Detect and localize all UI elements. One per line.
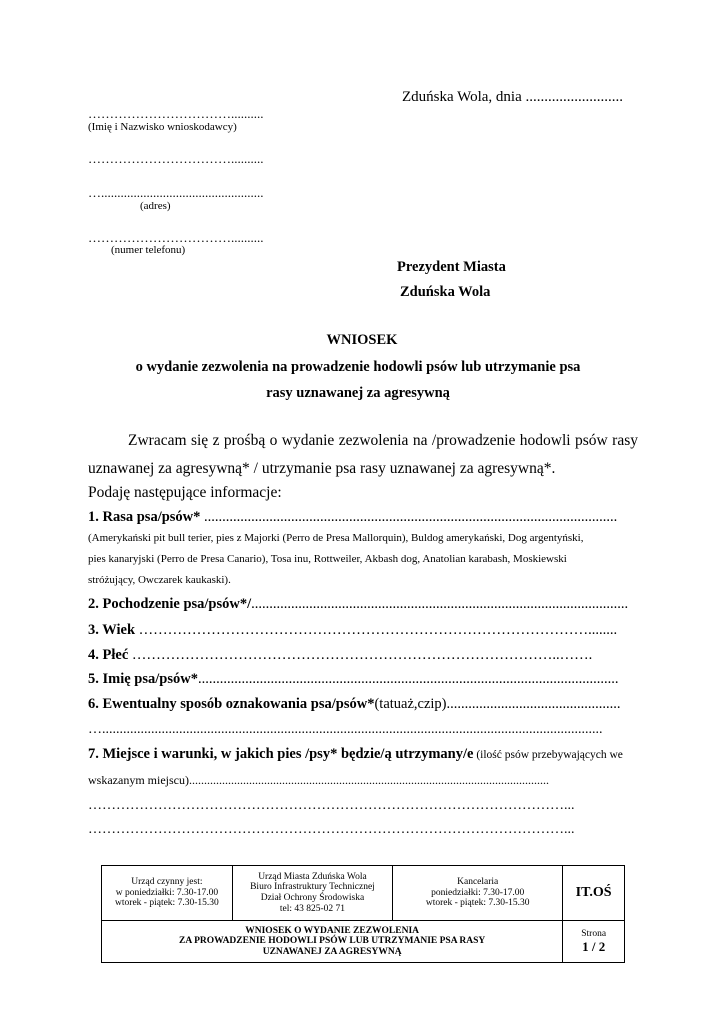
footer-code: IT.OŚ xyxy=(563,866,625,921)
field-dog-name xyxy=(88,671,618,688)
footer-document-title xyxy=(102,921,563,963)
field-breed-label: 1. Rasa psa/psów* xyxy=(88,509,201,525)
field-breed-dots: .................................................................................................................. xyxy=(200,509,618,525)
field-origin xyxy=(88,596,628,613)
footer-chancellery-tue-fri: wtorek - piątek: 7.30-15.30 xyxy=(425,898,530,909)
field-conditions-line-2 xyxy=(88,773,549,788)
breed-note-line-1: (Amerykański pit bull terier, pies z Majorki (Perro de Presa Mallorquin), Buldog amerykański, Dog argentyński, xyxy=(88,532,584,544)
applicant-address-label: (adres) xyxy=(140,200,171,212)
footer-office-department: Dział Ochrony Środowiska xyxy=(260,893,365,903)
field-conditions-line-4: …………………………………………………………………………………………... xyxy=(88,822,575,837)
field-marking-dots: ................................................ xyxy=(446,696,621,712)
field-conditions-line-3: …………………………………………………………………………………………... xyxy=(88,798,575,813)
applicant-phone-line: …………………………….......... xyxy=(88,230,264,245)
footer-office-bureau: Biuro Infrastruktury Technicznej xyxy=(250,882,375,893)
field-marking-label: 6. Ewentualny sposób oznakowania psa/psów* xyxy=(88,696,375,712)
footer-page-label: Strona xyxy=(581,928,607,939)
footer-hours-tue-fri: wtorek - piątek: 7.30-15.30 xyxy=(115,898,219,909)
place-date: Zduńska Wola, dnia .......................... xyxy=(402,89,623,105)
field-conditions xyxy=(88,746,623,763)
document-subtitle-1: o wydanie zezwolenia na prowadzenie hodowli psów lub utrzymanie psa xyxy=(135,359,581,375)
field-conditions-extra: (ilość psów przebywających we xyxy=(473,749,623,761)
field-origin-label: 2. Pochodzenie psa/psów*/ xyxy=(88,596,252,612)
footer-chancellery-mon: poniedziałki: 7.30-17.00 xyxy=(431,887,525,898)
field-conditions-line-2-dots: ........................................................................................................................ xyxy=(188,773,549,787)
intro-line-1: Zwracam się z prośbą o wydanie zezwolenia na /prowadzenie hodowli psów rasy xyxy=(128,432,638,449)
field-marking-continuation: …............................................................................................................................................... xyxy=(88,722,603,737)
applicant-phone-label: (numer telefonu) xyxy=(111,244,186,256)
footer-table xyxy=(101,865,625,963)
field-sex-label: 4. Płeć xyxy=(88,647,129,663)
footer-chancellery-title: Kancelaria xyxy=(457,877,499,888)
field-marking-extra: (tatuaż,czip) xyxy=(374,696,447,712)
intro-line-3: Podaję następujące informacje: xyxy=(88,484,282,501)
intro-line-2: uznawanej za agresywną* / utrzymanie psa rasy uznawanej za agresywną*. xyxy=(88,460,556,477)
field-conditions-line-2-text: wskazanym miejscu) xyxy=(88,773,189,787)
field-age-dots: …………………………………………………………………………………........ xyxy=(135,622,618,638)
footer-page xyxy=(563,921,625,963)
document-subtitle-2: rasy uznawanej za agresywną xyxy=(266,385,450,401)
field-age-label: 3. Wiek xyxy=(88,622,136,638)
field-dog-name-dots: .................................................................................................................... xyxy=(197,671,619,687)
field-marking xyxy=(88,696,621,713)
footer-doc-title-line-3: UZNAWANEJ ZA AGRESYWNĄ xyxy=(262,946,402,957)
recipient-line-1: Prezydent Miasta xyxy=(397,259,506,275)
footer-doc-title-line-2: ZA PROWADZENIE HODOWLI PSÓW LUB UTRZYMANIE PSA RASY xyxy=(179,936,486,947)
document-title: WNIOSEK xyxy=(326,332,398,348)
field-conditions-label: 7. Miejsce i warunki, w jakich pies /psy* będzie/ą utrzymany/e xyxy=(88,746,474,762)
recipient-line-2: Zduńska Wola xyxy=(400,284,491,300)
footer-office-info xyxy=(232,866,392,921)
field-sex xyxy=(88,647,592,664)
field-dog-name-label: 5. Imię psa/psów* xyxy=(88,671,198,687)
field-breed xyxy=(88,509,617,526)
breed-note-line-2: pies kanaryjski (Perro de Presa Canario), Tosa inu, Rottweiler, Akbash dog, Anatolian karabash, Moskiewski xyxy=(88,553,567,565)
footer-hours-mon: w poniedziałki: 7.30-17.00 xyxy=(115,887,219,898)
field-age xyxy=(88,622,617,639)
footer-page-number: 1 / 2 xyxy=(582,938,606,954)
applicant-name-line: …………………………….......... xyxy=(88,106,264,121)
footer-office-hours xyxy=(102,866,233,921)
footer-hours-title: Urząd czynny jest: xyxy=(131,877,203,888)
field-sex-dots: ……………………………………………………………………………..……. xyxy=(128,647,593,663)
breed-note-line-3: stróżujący, Owczarek kaukaski). xyxy=(88,574,231,586)
applicant-address-line-2: ….................................................. xyxy=(88,185,264,200)
field-origin-dots: ........................................................................................................ xyxy=(251,596,629,612)
applicant-name-label: (Imię i Nazwisko wnioskodawcy) xyxy=(88,121,237,133)
footer-doc-title-line-1: WNIOSEK O WYDANIE ZEZWOLENIA xyxy=(245,925,420,936)
footer-office-name: Urząd Miasta Zduńska Wola xyxy=(258,871,367,882)
applicant-address-line-1: …………………………….......... xyxy=(88,151,264,166)
footer-chancellery-hours xyxy=(393,866,563,921)
footer-office-phone: tel: 43 825-02 71 xyxy=(279,903,346,914)
